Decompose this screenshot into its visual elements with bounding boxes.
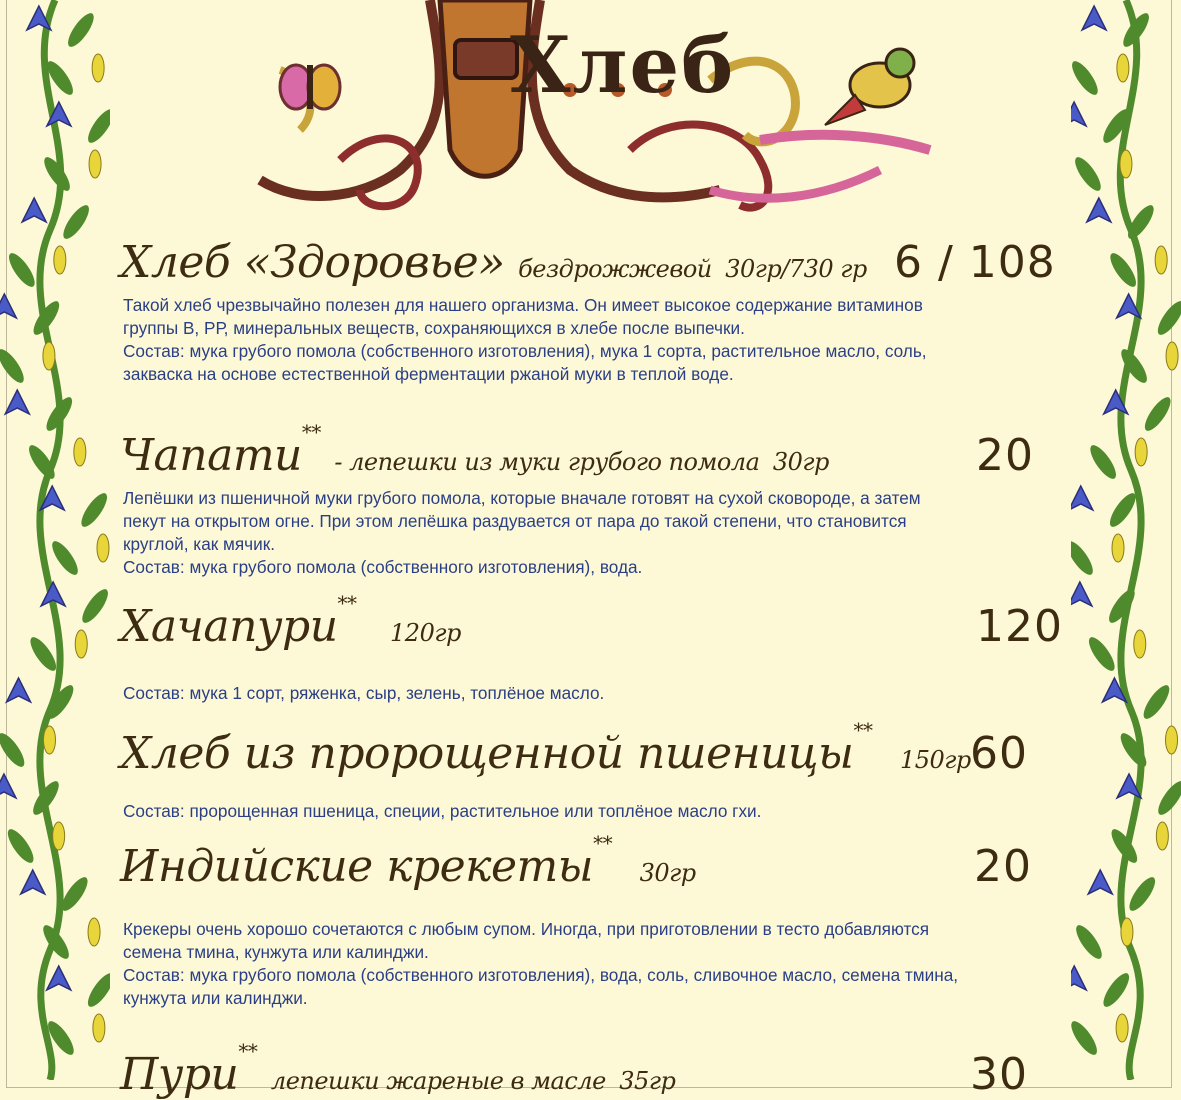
flower-bud [88,918,100,946]
description-line: Такой хлеб чрезвычайно полезен для нашего организма. Он имеет высокое содержание витаминов [123,295,923,315]
item-footnote-mark: ** [238,1039,258,1063]
description-line: Состав: пророщенная пшеница, специи, растительное или топлёное масло гхи. [123,801,762,821]
flower-bud [1134,630,1146,658]
vine-leaf [1139,682,1173,723]
right-floral-border [1071,0,1181,1080]
vine-leaf [1106,250,1140,291]
flower-bud [1120,150,1132,178]
flower-bud [1112,534,1124,562]
menu-item-title-row [120,420,1060,487]
menu-item-name [120,1039,676,1100]
description-line: Состав: мука 1 сорт, ряженка, сыр, зелень, топлёное масло. [123,683,605,703]
vine-leaf [1085,634,1119,675]
menu-item-title-row [120,591,1063,658]
vine-leaf [1071,154,1105,195]
item-weight: 35гр [619,1067,676,1095]
vine-leaf [1072,922,1106,963]
vine-leaf [1141,394,1175,435]
item-price: 60 [970,728,1028,779]
item-description [120,800,1053,823]
vine-leaf [0,346,28,387]
item-weight: 30гр/730 гр [725,255,867,283]
bell-flower [1082,6,1106,30]
vine-leaf [1071,58,1102,99]
flower-bud [1135,438,1147,466]
vine-leaf [1153,298,1181,339]
item-name-text: Индийские крекеты [120,841,594,892]
bell-flower [1071,486,1093,510]
item-description [120,294,1053,386]
item-footnote-mark: ** [853,718,873,742]
flower-bud [54,246,66,274]
description-line: группы В, РР, минеральных веществ, сохраняющихся в хлебе после выпечки. [123,318,745,338]
vine-leaf [64,10,98,51]
menu-item-name [120,420,829,481]
flower-bud [93,1014,105,1042]
vine-leaf [5,250,39,291]
item-price: 20 [974,841,1032,892]
bell-flower [21,870,45,894]
item-price: 120 [976,601,1063,652]
flower-bud [75,630,87,658]
vine-leaf [1099,970,1133,1011]
bell-flower [0,294,16,318]
item-weight: 120гр [390,619,461,647]
flower-bud [92,54,104,82]
item-footnote-mark: ** [337,591,357,615]
vine-leaf [1071,538,1097,579]
bell-flower [1071,102,1086,126]
item-name-text: Хачапури [120,601,338,652]
vine-leaf [77,490,110,531]
flower-bud [97,534,109,562]
left-floral-border [0,0,110,1080]
item-subtitle: - лепешки из муки грубого помола [334,448,760,476]
flower-bud [1166,342,1178,370]
menu-item-puri [120,1024,1060,1100]
menu-item-name [120,237,867,288]
menu-item-title-row [120,232,1060,294]
bell-flower [22,198,46,222]
menu-item-title-row [120,831,1060,898]
bell-flower [5,390,29,414]
menu-item-title-row [120,718,1060,785]
description-line: Состав: мука грубого помола (собственного изготовления), вода, соль, сливочное масло, семена тмина, [123,965,959,985]
item-weight: 150гр [899,746,971,774]
bell-flower [1087,198,1111,222]
menu-item-chapati [120,420,1060,579]
page-title: Хлеб [510,20,736,111]
flower-bud [43,342,55,370]
item-price: 20 [976,430,1034,481]
menu-item-name [120,718,971,779]
vine-leaf [48,538,82,579]
menu-item-indian-crackers [120,831,1060,1010]
menu-item-name [120,831,696,892]
vine-leaf [59,202,93,243]
vine-leaf [84,970,110,1011]
description-line: семена тмина, кунжута или калинджи. [123,942,429,962]
flower-bud [1155,246,1167,274]
flower-bud [74,438,86,466]
item-name-text: Пури [120,1049,239,1100]
menu-item-name [120,591,461,652]
vine-leaf [1106,490,1140,531]
vine-leaf [1071,1018,1101,1059]
description-line: Состав: мука грубого помола (собственного изготовления), вода. [123,557,643,577]
item-footnote-mark: ** [301,420,321,444]
flower-bud [1121,918,1133,946]
item-description [120,918,1053,1010]
bell-flower [1071,966,1086,990]
item-name-text: Хлеб «Здоровье» [120,237,505,288]
menu-item-khachapuri [120,591,1063,705]
flower-bud [1156,822,1168,850]
vine-leaf [78,586,110,627]
description-line: пекут на открытом огне. При этом лепёшка раздувается от пара до такой степени, что становится [123,511,907,531]
bell-flower [7,678,31,702]
flower-bud [89,150,101,178]
bell-flower [0,774,16,798]
vine-leaf [1116,730,1150,771]
flower-bud [1117,54,1129,82]
vine-leaf [1154,778,1181,819]
item-price: 6 / 108 [894,237,1056,288]
item-subtitle: бездрожжевой [518,255,712,283]
flower-bud [53,822,65,850]
menu-item-zdorovye [120,232,1060,386]
vine-leaf [84,106,110,147]
description-line: кунжута или калинджи. [123,988,308,1008]
bell-flower [1071,582,1092,606]
flower-bud [1116,1014,1128,1042]
description-line: Крекеры очень хорошо сочетаются с любым супом. Иногда, при приготовлении в тесто добавляются [123,919,930,939]
vine-leaf [3,826,37,867]
item-footnote-mark: ** [593,831,613,855]
description-line: Лепёшки из пшеничной муки грубого помола, которые вначале готовят на сухой сковороде, а затем [123,488,921,508]
item-price: 30 [970,1049,1028,1100]
vine-leaf [1086,442,1120,483]
bell-flower [47,966,71,990]
item-description [120,487,1053,579]
item-weight: 30гр [639,859,696,887]
description-line: закваска на основе естественной ферментации ржаной муки в теплой воде. [123,364,734,384]
item-weight: 30гр [772,448,829,476]
item-description [120,682,1053,705]
flower-bud [43,726,55,754]
vine-leaf [1125,874,1159,915]
description-line: Состав: мука грубого помола (собственного изготовления), мука 1 сорта, растительное масло, соль, [123,341,927,361]
description-line: круглой, как мячик. [123,534,276,554]
item-name-text: Чапати [120,430,302,481]
item-name-text: Хлеб из пророщенной пшеницы [120,728,854,779]
item-subtitle: лепешки жареные в масле [270,1067,606,1095]
vine-leaf [0,730,29,771]
menu-item-title-row [120,1024,1060,1100]
flower-bud [1166,726,1178,754]
vine-leaf [26,634,60,675]
bell-flower [1088,870,1112,894]
menu-item-sprouted-wheat-bread [120,718,1060,823]
